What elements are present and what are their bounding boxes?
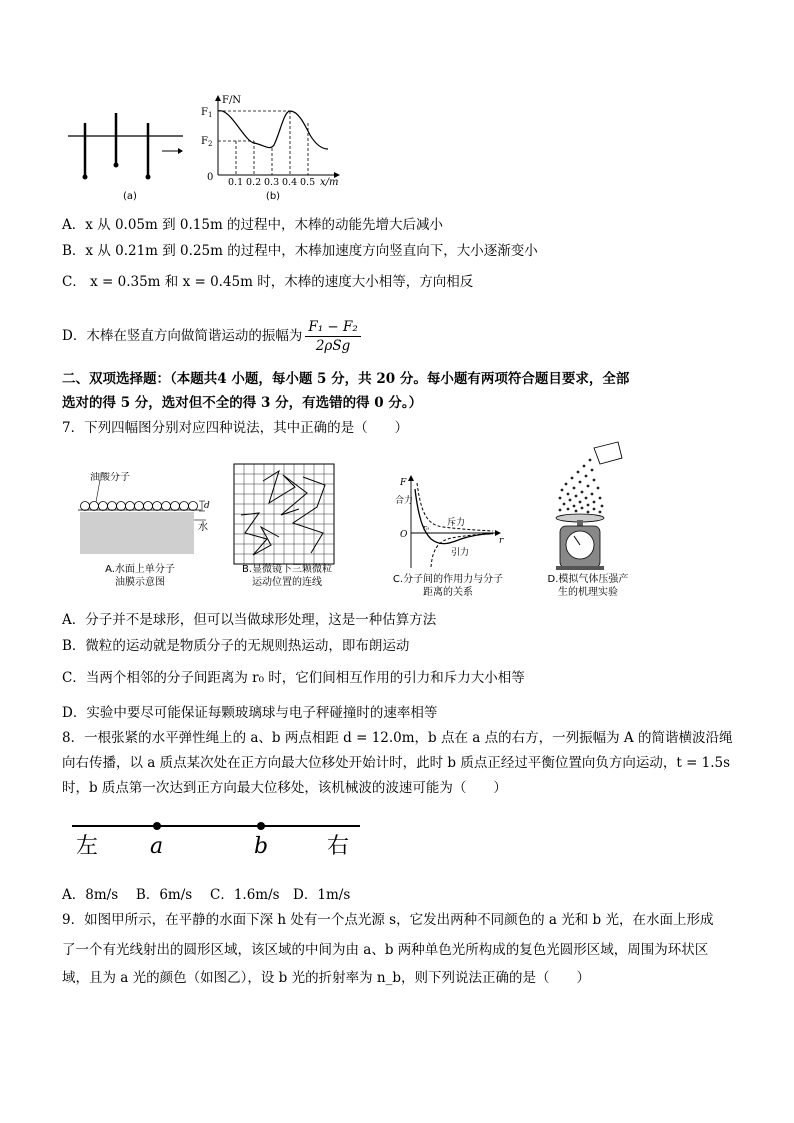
force-label-net: 合力 (395, 496, 414, 506)
graph-f1-label: $F_1$ (201, 107, 213, 119)
q8-options: A．8m/s B．6m/s C．1.6m/s D．1m/s (62, 887, 351, 903)
figure-d-caption-line1: D.模拟气体压强产 (547, 574, 629, 585)
graph-f2-label: $F_2$ (201, 136, 213, 148)
monolayer-label-d: d (204, 501, 210, 511)
graph-x-tick: 0.2 (246, 177, 262, 188)
figure-b-graph (198, 93, 348, 188)
q7-figure-d-caption (528, 573, 648, 599)
figure-a-caption: (a) (123, 191, 137, 202)
rope-point-a: a (150, 834, 164, 859)
q9-stem-line3: 域，且为 a 光的颜色（如图乙），设 b 光的折射率为 n_b，则下列说法正确的是（ ） (62, 970, 590, 986)
section2-title-line1: 二、双项选择题：（本题共4 小题，每小题 5 分，共 20 分。每小题有两项符合题目要求，全部 (62, 371, 630, 387)
q7-option-b: B．微粒的运动就是物质分子的无规则热运动，即布朗运动 (62, 638, 410, 654)
force-label-r0: r₀ (423, 524, 430, 532)
q7-figure-d-scale (548, 440, 628, 574)
q7-figure-c-caption (378, 573, 518, 599)
q6-option-c: C． x = 0.35m 和 x = 0.45m 时，木棒的速度大小相等，方向相反 (62, 274, 474, 290)
graph-x-tick: 0.5 (300, 177, 316, 188)
graph-x-tick: 0.3 (264, 177, 280, 188)
figure-d-caption-line2: 生的机理实验 (558, 587, 618, 598)
force-label-attraction: 引力 (451, 548, 470, 558)
section2-title-line2: 选对的得 5 分，选对但不全的得 3 分，有选错的得 0 分。） (62, 395, 423, 411)
q7-figure-a-monolayer (78, 472, 213, 562)
q7-option-d: D．实验中要尽可能保证每颗玻璃球与电子秤碰撞时的速率相等 (62, 705, 438, 721)
q7-stem: 7．下列四幅图分别对应四种说法，其中正确的是（ ） (62, 420, 409, 436)
q8-stem-line2: 向右传播，以 a 质点某次处在正方向最大位移处开始计时，此时 b 质点正经过平衡位置向负方向运动，t = 1.5s (62, 755, 731, 771)
rope-label-right: 右 (327, 834, 350, 859)
q6-option-a: A．x 从 0.05m 到 0.15m 的过程中，木棒的动能先增大后减小 (62, 217, 444, 233)
monolayer-label-water: 水 (198, 522, 208, 533)
q6-option-d (62, 315, 361, 357)
q8-stem-line1: 8．一根张紧的水平弹性绳上的 a、b 两点相距 d = 12.0m，b 点在 a 点的右方，一列振幅为 A 的简谐横波沿绳 (62, 730, 733, 746)
force-origin: O (400, 530, 408, 540)
amplitude-fraction (305, 318, 360, 355)
q7-figure-b-brownian (233, 463, 335, 565)
rope-label-left: 左 (76, 834, 99, 859)
figure-a-caption-line2: 油膜示意图 (115, 577, 165, 588)
graph-origin: 0 (207, 172, 214, 183)
q9-stem-line1: 9．如图甲所示，在平静的水面下深 h 处有一个点光源 s，它发出两种不同颜色的 a 光和 b 光，在水面上形成 (62, 912, 714, 928)
q7-figure-b-caption (222, 563, 352, 589)
figure-b-caption-line1: B.显微镜下三颗微粒 (241, 564, 333, 575)
monolayer-label-oleic: 油酸分子 (90, 472, 130, 483)
q7-figure-c-force-curve (385, 473, 510, 573)
q6-option-b: B．x 从 0.21m 到 0.25m 的过程中，木棒加速度方向竖直向下，大小逐渐变小 (62, 243, 538, 259)
figure-c-caption-line2: 距离的关系 (423, 587, 473, 598)
graph-x-axis-label: x/m (320, 177, 339, 188)
figure-b-caption-line2: 运动位置的连线 (252, 577, 322, 588)
q6-option-d-text: D．木棒在竖直方向做简谐运动的振幅为 (62, 328, 303, 344)
q8-figure-rope (72, 815, 362, 860)
q8-stem-line3: 时，b 质点第一次达到正方向最大位移处，该机械波的波速可能为（ ） (62, 780, 507, 796)
figure-b-caption: (b) (265, 191, 281, 202)
force-label-repulsion: 斥力 (447, 518, 466, 528)
rope-point-b: b (254, 834, 269, 859)
figure-a-caption-line1: A.水面上单分子 (105, 564, 175, 575)
force-axis-f: F (400, 478, 407, 488)
fraction-numerator: F₁ − F₂ (305, 318, 360, 337)
graph-x-tick: 0.4 (282, 177, 298, 188)
q7-figure-a-caption (70, 563, 210, 589)
q9-stem-line2: 了一个有光线射出的圆形区域，该区域的中间为由 a、b 两种单色光所构成的复色光圆形区域，周围为环状区 (62, 942, 709, 958)
fraction-denominator: 2ρSg (315, 337, 351, 354)
figure-c-caption-line1: C.分子间的作用力与分子 (392, 574, 504, 585)
q7-option-c: C．当两个相邻的分子间距离为 r₀ 时，它们间相互作用的引力和斥力大小相等 (62, 670, 525, 686)
figure-a-rods (68, 108, 188, 198)
graph-x-tick: 0.1 (228, 177, 244, 188)
force-axis-r: r (499, 536, 504, 546)
q7-option-a: A．分子并不是球形，但可以当做球形处理，这是一种估算方法 (62, 612, 437, 628)
graph-y-axis-label: F/N (222, 95, 242, 106)
